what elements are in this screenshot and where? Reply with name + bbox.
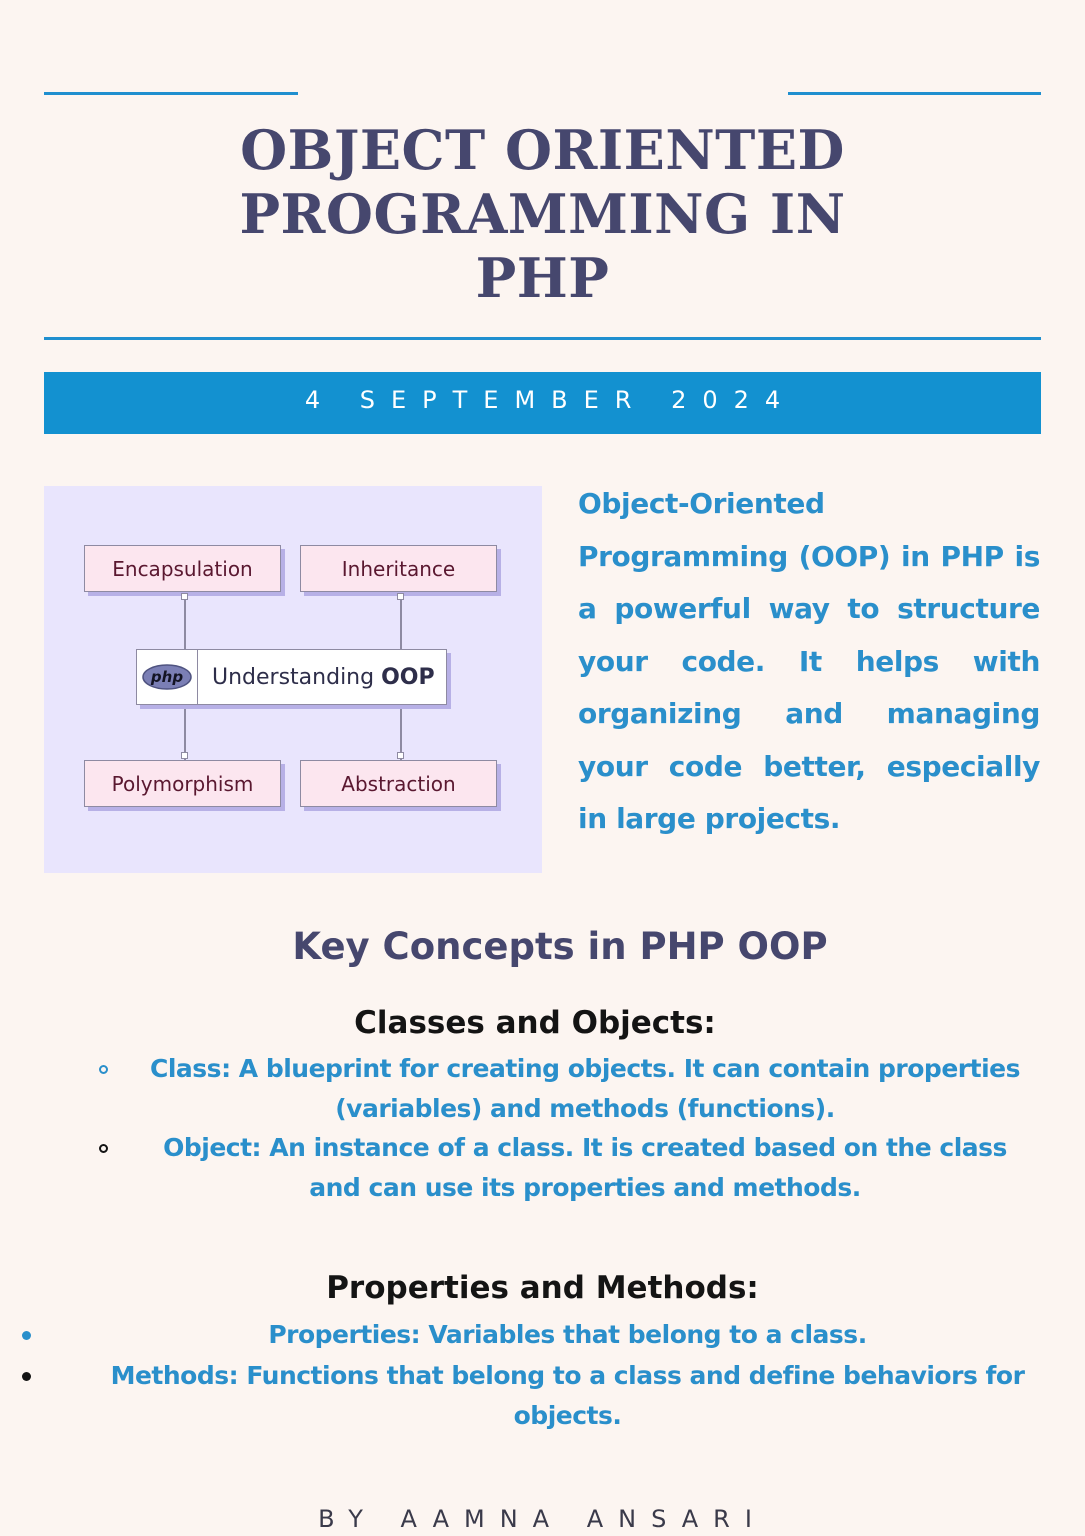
author-credit: BY AAMNA ANSARI <box>318 1505 767 1533</box>
header-rule-right <box>788 92 1041 95</box>
oop-center-label-bold: OOP <box>381 664 435 690</box>
oop-diagram <box>44 486 542 873</box>
php-logo <box>137 650 198 704</box>
oop-center-label-regular: Understanding <box>212 664 375 690</box>
item-object: Object: An instance of a class. It is created based on the class and can use its properties and methods. <box>163 1133 1007 1202</box>
item-methods: Methods: Functions that belong to a class and define behaviors for objects. <box>110 1361 1025 1430</box>
classes-objects-heading: Classes and Objects: <box>354 1005 716 1041</box>
connector-inheritance <box>400 593 402 649</box>
box-polymorphism: Polymorphism <box>84 760 281 807</box>
box-inheritance: Inheritance <box>300 545 497 592</box>
bullet-properties <box>22 1331 31 1340</box>
page-title: OBJECT ORIENTED PROGRAMMING IN PHP <box>239 118 846 310</box>
intro-paragraph: Object-Oriented Programming (OOP) in PHP is a powerful way to structure your code. It helps with organizing and managing your code better, especially in large projects. <box>578 487 1040 835</box>
date-banner <box>44 372 1041 434</box>
properties-methods-heading: Properties and Methods: <box>326 1270 759 1306</box>
oop-center-label <box>198 665 435 690</box>
node-abstraction <box>397 752 404 759</box>
header-rule-left <box>44 92 298 95</box>
bullet-methods <box>22 1372 31 1381</box>
php-logo-icon <box>142 664 192 690</box>
item-properties: Properties: Variables that belong to a class. <box>268 1320 867 1349</box>
node-polymorphism <box>181 752 188 759</box>
bullet-object <box>99 1144 108 1153</box>
date-text: 4 SEPTEMBER 2024 <box>304 386 797 414</box>
box-encapsulation: Encapsulation <box>84 545 281 592</box>
php-logo-text: php <box>150 668 184 686</box>
key-concepts-heading: Key Concepts in PHP OOP <box>292 925 828 968</box>
oop-center-box <box>136 649 447 705</box>
box-abstraction: Abstraction <box>300 760 497 807</box>
node-encapsulation <box>181 593 188 600</box>
node-inheritance <box>397 593 404 600</box>
title-divider <box>44 337 1041 340</box>
bullet-class <box>99 1065 108 1074</box>
connector-encapsulation <box>184 593 186 649</box>
item-class: Class: A blueprint for creating objects. It can contain properties (variables) and methods (functions). <box>150 1054 1020 1123</box>
